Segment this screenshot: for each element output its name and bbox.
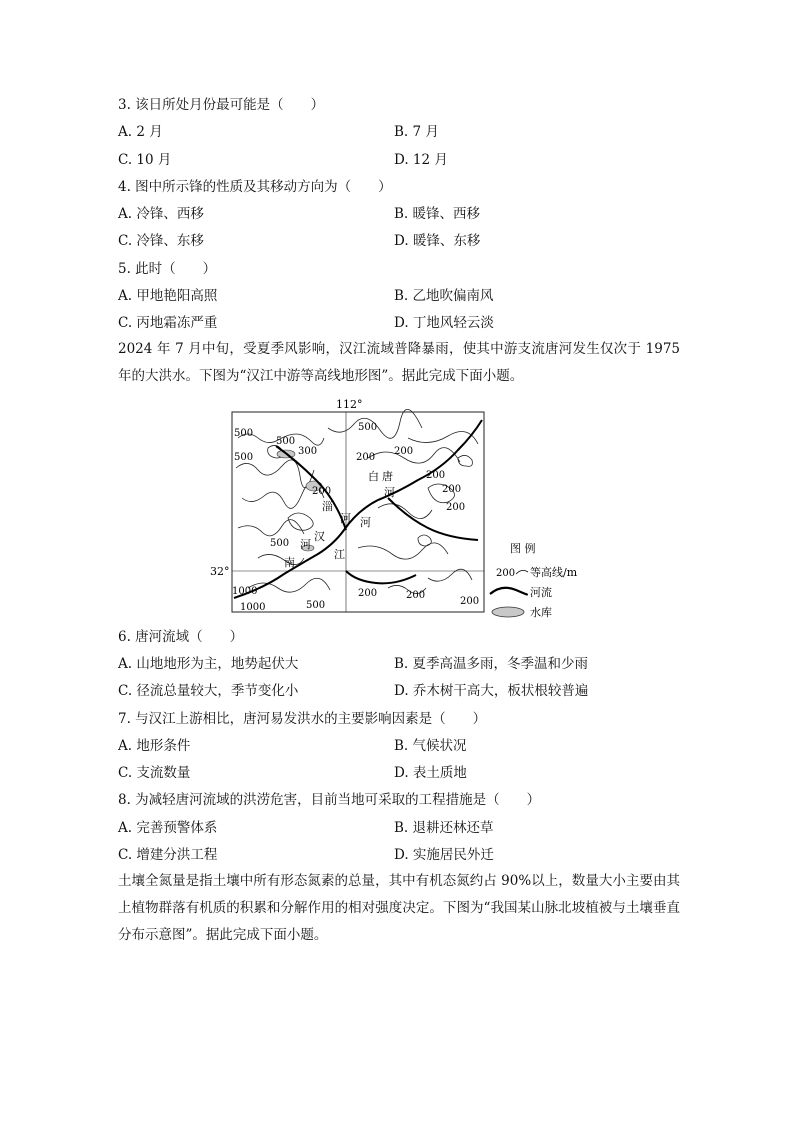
contour-label: 200 (358, 588, 378, 599)
contour-label: 500 (358, 422, 378, 433)
map-legend (490, 541, 578, 619)
option-b: B. 夏季高温多雨，冬季温和少雨 (394, 656, 589, 672)
river-label: 河 (384, 486, 395, 499)
option-d: D. 暖锋、东移 (394, 233, 481, 249)
option-a: A. 完善预警体系 (118, 820, 218, 836)
legend-reservoir-label: 水库 (530, 606, 552, 619)
contour-label: 200 (446, 502, 466, 513)
contour-label: 200 (442, 484, 462, 495)
question-stem: 8. 为减轻唐河流域的洪涝危害，目前当地可采取的工程措施是（ ） (118, 792, 541, 808)
question-stem: 6. 唐河流域（ ） (118, 629, 244, 645)
legend-title: 图 例 (510, 542, 536, 555)
contour-label: 200 (312, 486, 332, 497)
latitude-label: 32° (210, 565, 230, 578)
river-label: 白 (368, 470, 379, 483)
option-b: B. 退耕还林还草 (394, 820, 494, 836)
reservoir-legend-icon (492, 607, 524, 617)
contour-label: 200 (394, 446, 414, 457)
option-b: B. 暖锋、西移 (394, 206, 481, 222)
contour-label: 200 (460, 596, 480, 607)
option-c: C. 10 月 (118, 152, 172, 168)
option-d: D. 表土质地 (394, 765, 467, 781)
river-label: 河 (300, 538, 311, 551)
option-c: C. 支流数量 (118, 765, 191, 781)
legend-contour-value: 200 (496, 568, 516, 579)
option-a: A. 山地地形为主，地势起伏大 (118, 656, 299, 672)
option-b: B. 7 月 (394, 124, 439, 140)
contour-label: 500 (276, 436, 296, 447)
contour-label: 200 (426, 470, 446, 481)
intro-paragraph: 2024 年 7 月中旬，受夏季风影响，汉江流域普降暴雨，使其中游支流唐河发生仅次于 1975 年的大洪水。下图为“汉江中游等高线地形图”。据此完成下面小题。 (118, 341, 680, 384)
contour-label: 500 (306, 600, 326, 611)
option-c: C. 增建分洪工程 (118, 847, 218, 863)
river-label: 南 (284, 556, 295, 569)
option-d: D. 丁地风轻云淡 (394, 315, 494, 331)
question-stem: 4. 图中所示锋的性质及其移动方向为（ ） (118, 179, 392, 195)
option-c: C. 径流总量较大，季节变化小 (118, 683, 299, 699)
river-label: 河 (340, 512, 351, 525)
option-a: A. 冷锋、西移 (118, 206, 204, 222)
option-b: B. 乙地吹偏南风 (394, 288, 494, 304)
question-stem: 5. 此时（ ） (118, 261, 217, 277)
contour-label: 1000 (232, 586, 258, 597)
option-a: A. 2 月 (118, 124, 163, 140)
contour-label: 200 (356, 452, 376, 463)
option-c: C. 丙地霜冻严重 (118, 315, 218, 331)
contour-label: 500 (270, 538, 290, 549)
river-label: 河 (360, 516, 371, 529)
contour-label: 500 (234, 428, 254, 439)
contour-map (210, 398, 598, 620)
legend-river-label: 河流 (530, 586, 552, 599)
contour-label: 500 (234, 452, 254, 463)
question-stem: 3. 该日所处月份最可能是（ ） (118, 97, 325, 113)
intro-paragraph: 土壤全氮量是指土壤中所有形态氮素的总量，其中有机态氮约占 90%以上，数量大小主要由其上植物群落有机质的积累和分解作用的相对强度决定。下图为“我国某山脉北坡植被与土壤垂直分布示意图”。据此完成下面小题。 (118, 873, 680, 943)
contour-label: 1000 (240, 602, 266, 613)
contour-label: 300 (298, 446, 318, 457)
option-c: C. 冷锋、东移 (118, 233, 204, 249)
option-d: D. 12 月 (394, 152, 448, 168)
river-label: 淄 (322, 500, 333, 513)
river-legend-icon (490, 588, 527, 595)
question-stem: 7. 与汉江上游相比，唐河易发洪水的主要影响因素是（ ） (118, 711, 487, 727)
option-a: A. 甲地艳阳高照 (118, 288, 218, 304)
option-d: D. 乔木树干高大，板状根较普遍 (394, 683, 589, 699)
option-b: B. 气候状况 (394, 738, 467, 754)
river-label: 唐 (382, 470, 393, 483)
river-label: 江 (334, 548, 345, 561)
longitude-label: 112° (336, 398, 363, 411)
river-label: 汉 (314, 530, 325, 543)
option-d: D. 实施居民外迁 (394, 847, 494, 863)
contour-label: 200 (406, 590, 426, 601)
option-a: A. 地形条件 (118, 738, 191, 754)
legend-contour-label: 等高线/m (530, 566, 578, 579)
